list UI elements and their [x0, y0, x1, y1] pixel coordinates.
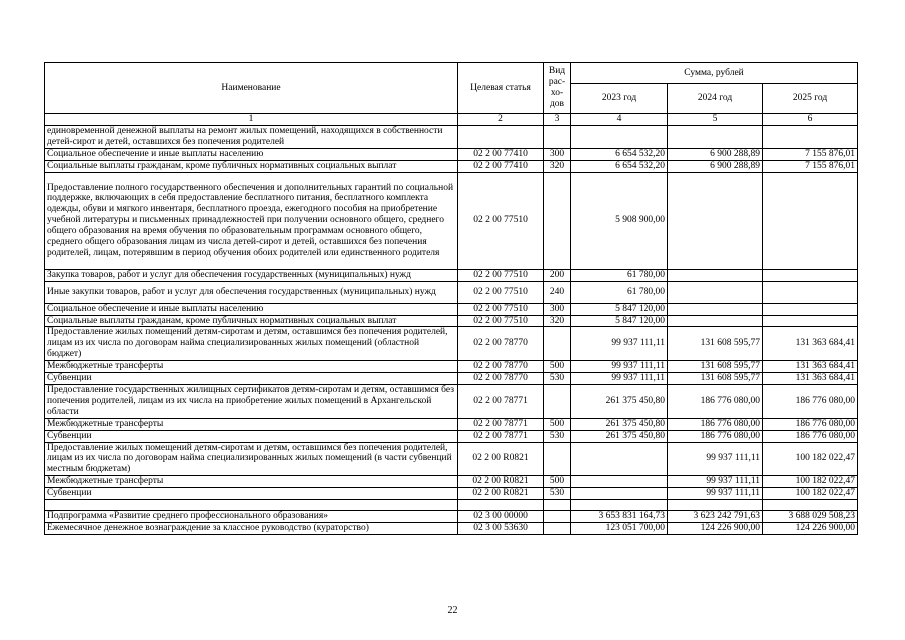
cell-target-code: 02 2 00 77510 — [458, 303, 544, 315]
cell-expense-type: 500 — [544, 418, 571, 430]
cell-amount-2023: 5 847 120,00 — [571, 303, 668, 315]
cell-name: Иные закупки товаров, работ и услуг для обеспечения государственных (муниципальных) нужд — [45, 281, 458, 303]
cell-amount-2025 — [763, 500, 858, 511]
table-row — [45, 160, 858, 172]
cell-name: Субвенции — [45, 488, 458, 500]
cell-name: Предоставление государственных жилищных сертификатов детям-сиротам и детям, оставшимся без попечения родителей, лицам из их числа на приобретение жилых помещений в Архангельской области — [45, 384, 458, 418]
cell-amount-2024 — [668, 125, 763, 148]
cell-name: Подпрограмма «Развитие среднего профессионального образования» — [45, 511, 458, 523]
cell-target-code: 02 2 00 R0821 — [458, 488, 544, 500]
cell-amount-2023: 6 654 532,20 — [571, 148, 668, 160]
table-row — [45, 327, 858, 361]
cell-amount-2023: 99 937 111,11 — [571, 327, 668, 361]
table-row — [45, 373, 858, 385]
cell-name: Межбюджетные трансферты — [45, 476, 458, 488]
cell-target-code: 02 3 00 53630 — [458, 522, 544, 534]
cell-expense-type: 300 — [544, 148, 571, 160]
cell-expense-type — [544, 125, 571, 148]
column-header-year-2024: 2024 год — [668, 84, 763, 114]
table-row-subprogram — [45, 511, 858, 523]
table-header — [45, 63, 858, 126]
cell-target-code: 02 2 00 77510 — [458, 315, 544, 327]
column-number: 1 — [45, 114, 458, 126]
cell-expense-type — [544, 442, 571, 476]
cell-name: Социальное обеспечение и иные выплаты населению — [45, 148, 458, 160]
cell-expense-type — [544, 522, 571, 534]
cell-expense-type: 500 — [544, 476, 571, 488]
cell-name: Закупка товаров, работ и услуг для обеспечения государственных (муниципальных) нужд — [45, 269, 458, 281]
cell-expense-type: 240 — [544, 281, 571, 303]
cell-amount-2023: 6 654 532,20 — [571, 160, 668, 172]
cell-name: Социальные выплаты гражданам, кроме публичных нормативных социальных выплат — [45, 315, 458, 327]
cell-amount-2023 — [571, 476, 668, 488]
cell-amount-2023: 5 908 900,00 — [571, 172, 668, 269]
cell-amount-2024: 186 776 080,00 — [668, 430, 763, 442]
cell-expense-type — [544, 511, 571, 523]
cell-amount-2024: 99 937 111,11 — [668, 476, 763, 488]
cell-expense-type: 530 — [544, 373, 571, 385]
table-row — [45, 418, 858, 430]
cell-expense-type — [544, 500, 571, 511]
table-row — [45, 303, 858, 315]
column-header-year-2025: 2025 год — [763, 84, 858, 114]
cell-amount-2024: 131 608 595,77 — [668, 361, 763, 373]
cell-name: Межбюджетные трансферты — [45, 361, 458, 373]
table-row — [45, 281, 858, 303]
cell-target-code: 02 2 00 78770 — [458, 373, 544, 385]
cell-name: Социальное обеспечение и иные выплаты населению — [45, 303, 458, 315]
cell-name: Субвенции — [45, 373, 458, 385]
table-row — [45, 172, 858, 269]
cell-name: Предоставление жилых помещений детям-сиротам и детям, оставшимся без попечения родителей, лицам из их числа по договорам найма специализированных жилых помещений (в части субвенций местным бюджетам) — [45, 442, 458, 476]
column-number: 2 — [458, 114, 544, 126]
cell-amount-2025 — [763, 125, 858, 148]
cell-amount-2024: 6 900 288,89 — [668, 160, 763, 172]
budget-table — [44, 62, 858, 535]
cell-amount-2025: 124 226 900,00 — [763, 522, 858, 534]
cell-amount-2025: 100 182 022,47 — [763, 488, 858, 500]
cell-amount-2025: 100 182 022,47 — [763, 476, 858, 488]
cell-amount-2023: 61 780,00 — [571, 281, 668, 303]
cell-amount-2025: 3 688 029 508,23 — [763, 511, 858, 523]
cell-amount-2024: 99 937 111,11 — [668, 442, 763, 476]
cell-target-code — [458, 500, 544, 511]
cell-amount-2024: 6 900 288,89 — [668, 148, 763, 160]
cell-target-code: 02 2 00 77410 — [458, 160, 544, 172]
cell-amount-2025 — [763, 281, 858, 303]
table-row — [45, 384, 858, 418]
cell-amount-2024: 3 623 242 791,63 — [668, 511, 763, 523]
cell-amount-2023: 99 937 111,11 — [571, 361, 668, 373]
cell-target-code: 02 2 00 78771 — [458, 430, 544, 442]
cell-amount-2023 — [571, 442, 668, 476]
column-header-expense-type: Вид рас- хо- дов — [544, 63, 571, 114]
cell-amount-2025 — [763, 303, 858, 315]
cell-amount-2023: 99 937 111,11 — [571, 373, 668, 385]
cell-amount-2023: 261 375 450,80 — [571, 430, 668, 442]
column-number: 5 — [668, 114, 763, 126]
cell-amount-2025 — [763, 315, 858, 327]
column-number: 3 — [544, 114, 571, 126]
cell-target-code: 02 3 00 00000 — [458, 511, 544, 523]
cell-expense-type: 320 — [544, 160, 571, 172]
column-number: 6 — [763, 114, 858, 126]
table-row — [45, 442, 858, 476]
cell-amount-2024: 131 608 595,77 — [668, 327, 763, 361]
cell-amount-2024: 186 776 080,00 — [668, 418, 763, 430]
cell-expense-type: 300 — [544, 303, 571, 315]
cell-amount-2025: 186 776 080,00 — [763, 430, 858, 442]
cell-target-code: 02 2 00 77510 — [458, 172, 544, 269]
cell-target-code: 02 2 00 77510 — [458, 281, 544, 303]
cell-amount-2025: 131 363 684,41 — [763, 373, 858, 385]
cell-amount-2023: 123 051 700,00 — [571, 522, 668, 534]
table-row — [45, 148, 858, 160]
column-header-code: Целевая статья — [458, 63, 544, 114]
table-row — [45, 500, 858, 511]
cell-expense-type — [544, 327, 571, 361]
table-body — [45, 125, 858, 534]
page-number: 22 — [447, 605, 458, 616]
cell-expense-type: 320 — [544, 315, 571, 327]
cell-target-code: 02 2 00 78770 — [458, 361, 544, 373]
cell-amount-2024: 99 937 111,11 — [668, 488, 763, 500]
column-number: 4 — [571, 114, 668, 126]
cell-target-code: 02 2 00 77510 — [458, 269, 544, 281]
table-row — [45, 315, 858, 327]
cell-name: Предоставление полного государственного обеспечения и дополнительных гарантий по социальной поддержке, включающих в себя предоставление бесплатного питания, бесплатного комплекта одежды, обуви и мягкого инвентаря, бесплатного проезда, ежегодного пособия на приобретение учебной литературы и письменных принадлежностей при получении основного общего, среднего общего образования на время обучения по образовательным программам основного общего, среднего общего образования лицам из числа детей-сирот и детей, оставшихся без попечения родителей, лицам, потерявшим в период обучения обоих родителей или единственного родителя — [45, 172, 458, 269]
cell-amount-2024 — [668, 303, 763, 315]
cell-expense-type: 200 — [544, 269, 571, 281]
table-row — [45, 125, 858, 148]
table-row — [45, 430, 858, 442]
cell-amount-2024: 124 226 900,00 — [668, 522, 763, 534]
table-row — [45, 269, 858, 281]
cell-amount-2023: 61 780,00 — [571, 269, 668, 281]
cell-expense-type: 530 — [544, 430, 571, 442]
cell-expense-type — [544, 384, 571, 418]
cell-amount-2025: 131 363 684,41 — [763, 327, 858, 361]
cell-expense-type — [544, 172, 571, 269]
cell-amount-2025: 186 776 080,00 — [763, 384, 858, 418]
cell-name: Межбюджетные трансферты — [45, 418, 458, 430]
cell-amount-2023 — [571, 125, 668, 148]
column-header-sum: Сумма, рублей — [571, 63, 858, 84]
cell-amount-2024: 186 776 080,00 — [668, 384, 763, 418]
cell-amount-2025 — [763, 172, 858, 269]
cell-target-code: 02 2 00 78770 — [458, 327, 544, 361]
cell-target-code: 02 2 00 R0821 — [458, 476, 544, 488]
cell-amount-2025: 100 182 022,47 — [763, 442, 858, 476]
cell-amount-2025: 186 776 080,00 — [763, 418, 858, 430]
table-row — [45, 488, 858, 500]
cell-amount-2025: 7 155 876,01 — [763, 148, 858, 160]
column-header-year-2023: 2023 год — [571, 84, 668, 114]
table-row — [45, 361, 858, 373]
cell-target-code: 02 2 00 R0821 — [458, 442, 544, 476]
column-header-name: Наименование — [45, 63, 458, 114]
cell-target-code: 02 2 00 78771 — [458, 418, 544, 430]
cell-target-code: 02 2 00 77410 — [458, 148, 544, 160]
cell-name: Предоставление жилых помещений детям-сиротам и детям, оставшимся без попечения родителей, лицам из их числа по договорам найма специализированных жилых помещений (областной бюджет) — [45, 327, 458, 361]
cell-name — [45, 500, 458, 511]
cell-expense-type: 530 — [544, 488, 571, 500]
cell-amount-2023: 261 375 450,80 — [571, 384, 668, 418]
cell-name: Социальные выплаты гражданам, кроме публичных нормативных социальных выплат — [45, 160, 458, 172]
cell-amount-2024 — [668, 172, 763, 269]
cell-target-code: 02 2 00 78771 — [458, 384, 544, 418]
table-row — [45, 522, 858, 534]
cell-amount-2023: 3 653 831 164,73 — [571, 511, 668, 523]
table-row — [45, 476, 858, 488]
cell-name: Субвенции — [45, 430, 458, 442]
cell-expense-type: 500 — [544, 361, 571, 373]
cell-amount-2025 — [763, 269, 858, 281]
cell-amount-2024: 131 608 595,77 — [668, 373, 763, 385]
cell-amount-2024 — [668, 315, 763, 327]
cell-name: Ежемесячное денежное вознаграждение за классное руководство (кураторство) — [45, 522, 458, 534]
cell-amount-2024 — [668, 500, 763, 511]
cell-amount-2023: 261 375 450,80 — [571, 418, 668, 430]
cell-target-code — [458, 125, 544, 148]
cell-amount-2024 — [668, 269, 763, 281]
cell-amount-2023: 5 847 120,00 — [571, 315, 668, 327]
cell-name: единовременной денежной выплаты на ремонт жилых помещений, находящихся в собственности детей-сирот и детей, оставшихся без попечения родителей — [45, 125, 458, 148]
cell-amount-2025: 131 363 684,41 — [763, 361, 858, 373]
cell-amount-2023 — [571, 500, 668, 511]
cell-amount-2023 — [571, 488, 668, 500]
cell-amount-2024 — [668, 281, 763, 303]
cell-amount-2025: 7 155 876,01 — [763, 160, 858, 172]
